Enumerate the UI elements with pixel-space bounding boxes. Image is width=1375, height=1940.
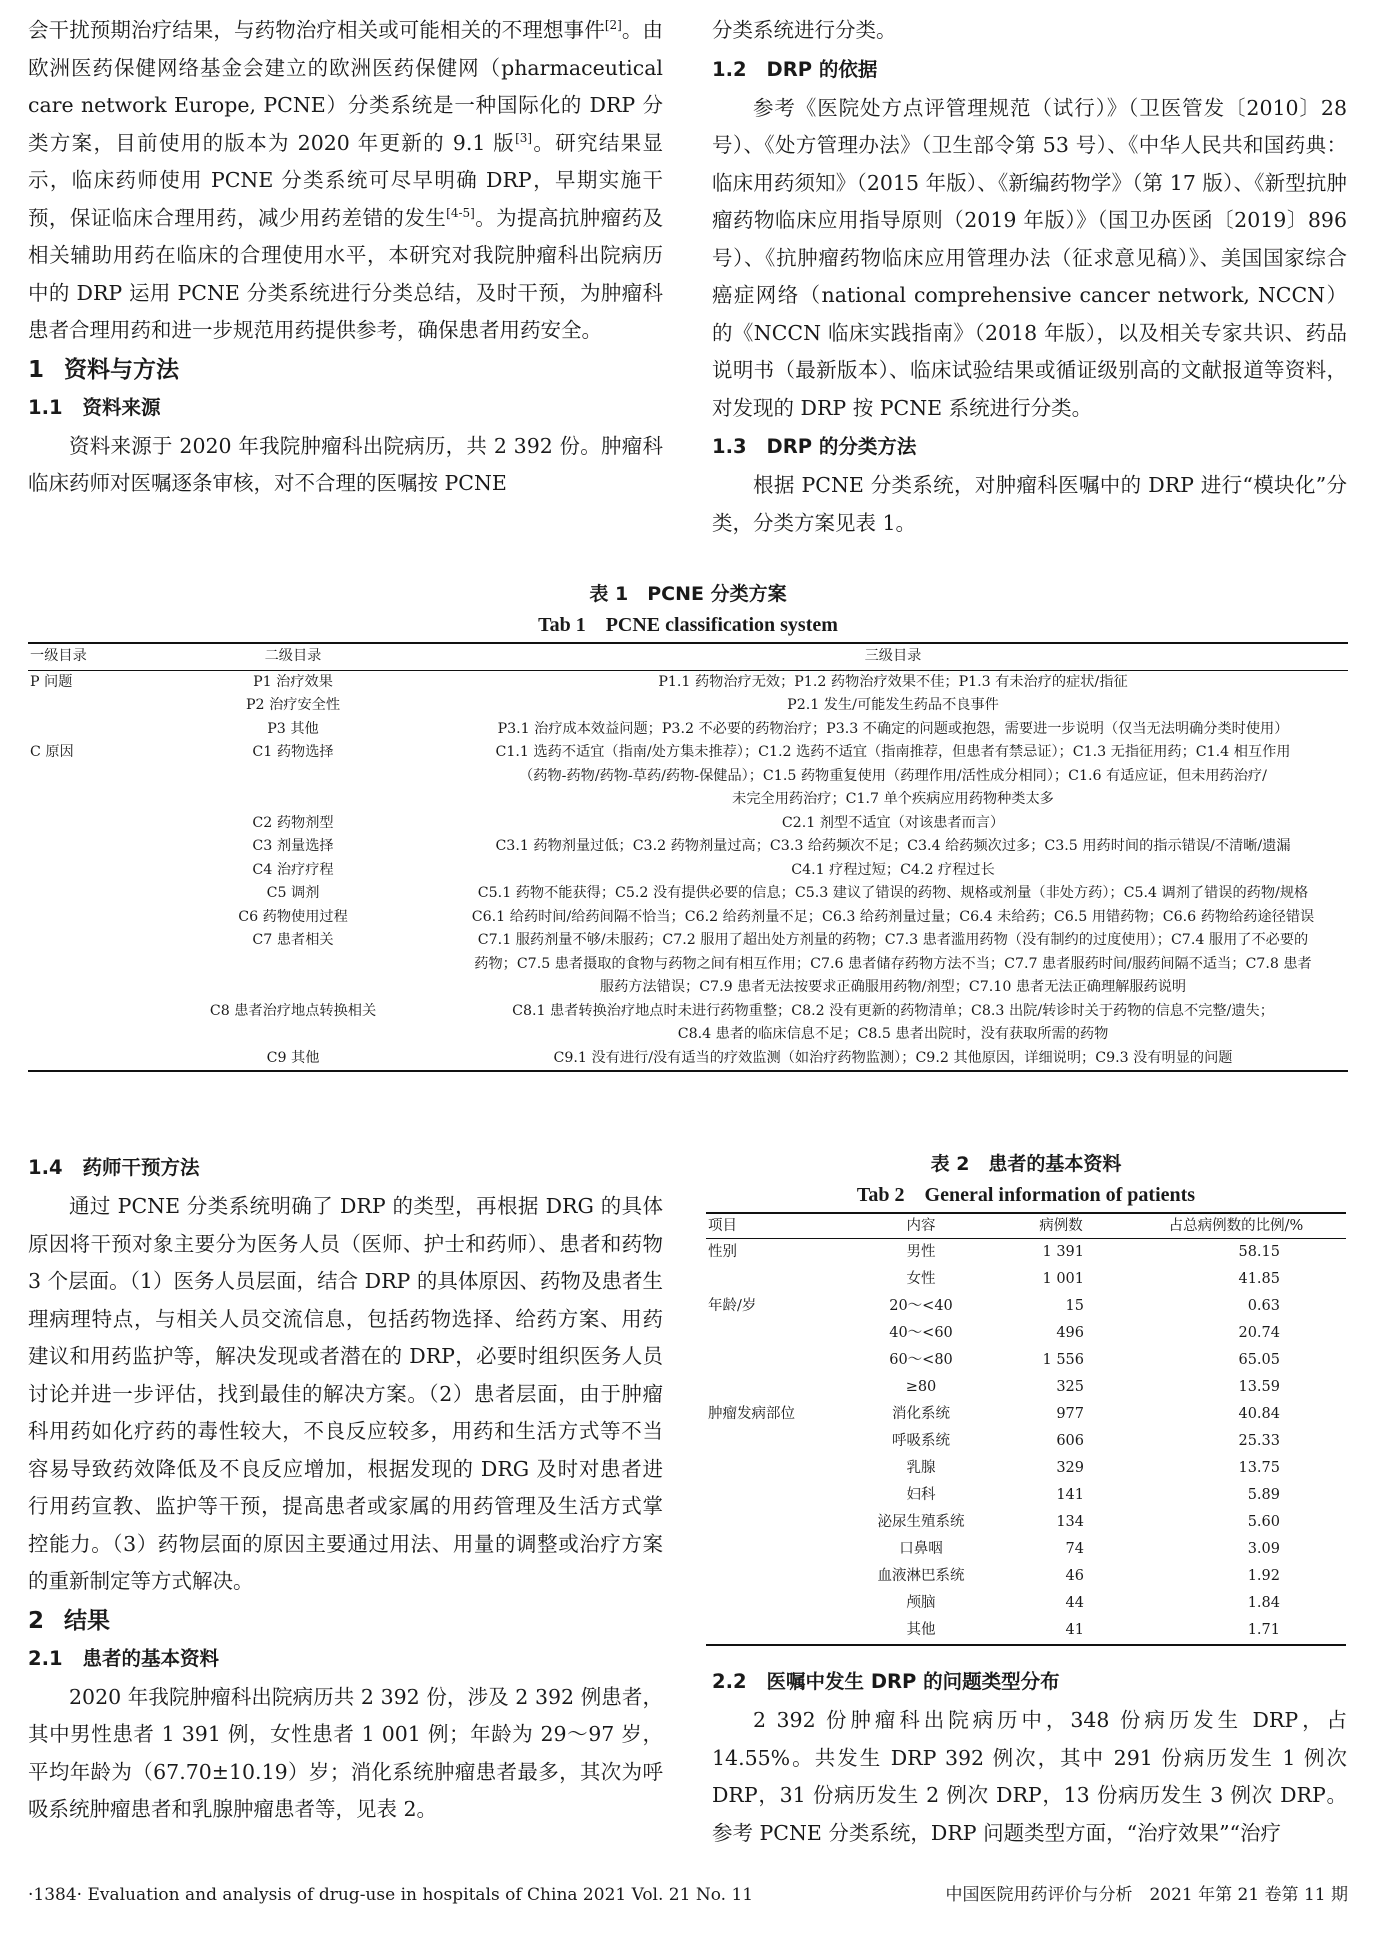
table-cell bbox=[28, 1023, 148, 1047]
table-cell bbox=[28, 1047, 148, 1072]
table-cell: 妇科 bbox=[906, 1487, 936, 1503]
table-cell: 5.60 bbox=[1247, 1514, 1280, 1530]
table-cell: 肿瘤发病部位 bbox=[708, 1406, 795, 1422]
table-row bbox=[28, 670, 1348, 694]
footer-left: ·1384· Evaluation and analysis of drug-use in hospitals of China 2021 Vol. 21 No. 11 bbox=[28, 1885, 754, 1905]
table-row bbox=[706, 1482, 1346, 1509]
table-cell: 141 bbox=[1056, 1487, 1084, 1503]
table-2-caption-en: Tab 2 General information of patients bbox=[856, 1184, 1196, 1206]
table-row bbox=[28, 906, 1348, 930]
section-heading-1-2 bbox=[712, 53, 1347, 87]
table-cell bbox=[28, 953, 148, 977]
table-row bbox=[28, 765, 1348, 789]
citation-ref: [4-5] bbox=[446, 205, 475, 220]
table-1-caption-cn: 表 1 PCNE 分类方案 bbox=[589, 583, 787, 605]
header-percentage: 占总病例数的比例/% bbox=[1126, 1213, 1346, 1239]
section-heading-1 bbox=[28, 352, 663, 388]
section-heading-2-2 bbox=[712, 1665, 1347, 1699]
table-cell bbox=[706, 1536, 846, 1563]
table-row bbox=[28, 1000, 1348, 1024]
table-cell: 13.59 bbox=[1238, 1379, 1280, 1395]
table-cell: 男性 bbox=[906, 1244, 936, 1260]
table-cell: C7 患者相关 bbox=[252, 932, 334, 948]
table-cell bbox=[148, 788, 438, 812]
table-row bbox=[28, 976, 1348, 1000]
heading-text: 结果 bbox=[64, 1607, 111, 1634]
table-cell: 20～<40 bbox=[889, 1298, 953, 1314]
heading-number: 1.2 bbox=[712, 57, 747, 81]
header-item: 项目 bbox=[706, 1213, 846, 1239]
table-cell: 41 bbox=[996, 1617, 1126, 1645]
heading-number: 1.4 bbox=[28, 1156, 63, 1179]
table-header-row bbox=[706, 1213, 1346, 1239]
table-cell: 44 bbox=[1065, 1595, 1084, 1611]
table-cell: 40.84 bbox=[1238, 1406, 1280, 1422]
table-row bbox=[706, 1617, 1346, 1645]
table-cell: 口鼻咽 bbox=[899, 1541, 943, 1557]
table-cell: 颅脑 bbox=[906, 1595, 936, 1611]
table-cell: C4.1 疗程过短；C4.2 疗程过长 bbox=[791, 861, 995, 878]
classification-method-paragraph: 根据 PCNE 分类系统，对肿瘤科医嘱中的 DRP 进行“模块化”分类，分类方案见表 1。 bbox=[712, 473, 1347, 535]
table-cell: 未完全用药治疗；C1.7 单个疾病应用药物种类太多 bbox=[732, 791, 1054, 807]
section-heading-1-4 bbox=[28, 1151, 663, 1185]
continued-paragraph: 分类系统进行分类。 bbox=[712, 18, 897, 42]
table-cell: P2 治疗安全性 bbox=[245, 697, 341, 713]
table-cell: C 原因 bbox=[30, 744, 74, 760]
table-cell: 5.89 bbox=[1247, 1487, 1280, 1503]
table-2-caption-cn: 表 2 患者的基本资料 bbox=[930, 1153, 1122, 1175]
table-cell: 1.92 bbox=[1247, 1568, 1280, 1584]
table-cell: ≥80 bbox=[905, 1379, 937, 1395]
table-cell: 60～<80 bbox=[889, 1352, 953, 1368]
table-cell: 25.33 bbox=[1238, 1433, 1280, 1449]
table-cell bbox=[706, 1320, 846, 1347]
table-cell bbox=[28, 976, 148, 1000]
table-cell bbox=[28, 788, 148, 812]
table-cell: 1 001 bbox=[1042, 1271, 1084, 1287]
table-cell bbox=[28, 812, 148, 836]
right-column-bottom bbox=[712, 1662, 1347, 1852]
table-cell: 46 bbox=[1065, 1568, 1084, 1584]
table-header-row bbox=[28, 643, 1348, 670]
table-2-body bbox=[706, 1239, 1346, 1646]
table-cell bbox=[28, 929, 148, 953]
table-cell: P3.1 治疗成本效益问题；P3.2 不必要的药物治疗；P3.3 不确定的问题或抱怨，需要进一步说明（仅当无法明确分类时使用） bbox=[497, 720, 1289, 737]
table-cell bbox=[706, 1455, 846, 1482]
table-cell: 女性 bbox=[906, 1271, 936, 1287]
table-row bbox=[706, 1374, 1346, 1401]
table-row bbox=[706, 1563, 1346, 1590]
table-cell: P3 其他 bbox=[267, 720, 319, 737]
table-cell: 40～<60 bbox=[889, 1325, 953, 1341]
table-cell: 0.63 bbox=[1247, 1298, 1280, 1314]
header-case-count: 病例数 bbox=[996, 1213, 1126, 1239]
table-cell bbox=[706, 1509, 846, 1536]
table-cell bbox=[28, 718, 148, 742]
table-cell: C6.1 给药时间/给药间隔不恰当；C6.2 给药剂量不足；C6.3 给药剂量过量；C6.4 未给药；C6.5 用错药物；C6.6 药物给药途径错误 bbox=[471, 908, 1315, 925]
intro-text-4: 。为提高抗肿瘤药及相关辅助用药在临床的合理使用水平，本研究对我院肿瘤科出院病历中的 DRP 运用 PCNE 分类系统进行分类总结，及时干预，为肿瘤科患者合理用药和进一步规范用药提供参考，确保患者用药安全。 bbox=[28, 205, 664, 342]
right-column-top bbox=[712, 12, 1347, 542]
table-row bbox=[706, 1401, 1346, 1428]
patient-info-table bbox=[706, 1212, 1346, 1646]
heading-number: 1 bbox=[28, 356, 45, 383]
table-1-body bbox=[28, 670, 1348, 1071]
table-row bbox=[706, 1509, 1346, 1536]
table-cell: 74 bbox=[1065, 1541, 1084, 1557]
table-cell bbox=[706, 1590, 846, 1617]
table-cell: C8.4 患者的临床信息不足；C8.5 患者出院时，没有获取所需的药物 bbox=[677, 1026, 1109, 1042]
table-row bbox=[28, 1023, 1348, 1047]
table-cell bbox=[706, 1482, 846, 1509]
table-row bbox=[28, 859, 1348, 883]
table-cell bbox=[148, 953, 438, 977]
table-cell: C8 患者治疗地点转换相关 bbox=[209, 1002, 377, 1019]
table-cell: P2.1 发生/可能发生药品不良事件 bbox=[787, 697, 999, 713]
table-row bbox=[28, 953, 1348, 977]
table-row bbox=[28, 882, 1348, 906]
table-row bbox=[706, 1428, 1346, 1455]
heading-text: 资料来源 bbox=[82, 395, 161, 419]
table-cell bbox=[706, 1428, 846, 1455]
table-cell bbox=[28, 859, 148, 883]
heading-text: DRP 的分类方法 bbox=[766, 435, 917, 458]
heading-number: 2.1 bbox=[28, 1646, 63, 1670]
intro-paragraph bbox=[28, 12, 663, 350]
table-cell: C3.1 药物剂量过低；C3.2 药物剂量过高；C3.3 给药频次不足；C3.4 给药频次过多；C3.5 用药时间的指示错误/不清晰/遗漏 bbox=[495, 838, 1291, 854]
table-row bbox=[706, 1455, 1346, 1482]
table-cell: 606 bbox=[1056, 1433, 1084, 1449]
drp-distribution-paragraph: 2 392 份肿瘤科出院病历中，348 份病历发生 DRP，占 14.55%。共发生 DRP 392 例次，其中 291 份病历发生 1 例次 DRP，31 份病历发生 2 例次 DRP，13 份病历发生 3 例次 DRP。参考 PCNE 分类系统，DRP 问题类型方面，“治疗效果”“治疗 bbox=[712, 1708, 1347, 1845]
table-row bbox=[706, 1347, 1346, 1374]
table-cell: C5 调剂 bbox=[266, 885, 320, 901]
table-cell: 1 556 bbox=[1042, 1352, 1084, 1368]
table-cell: 325 bbox=[1056, 1379, 1084, 1395]
table-cell: 15 bbox=[1065, 1298, 1084, 1314]
table-cell bbox=[28, 835, 148, 859]
table-cell: 药物；C7.5 患者摄取的食物与药物之间有相互作用；C7.6 患者储存药物方法不当；C7.7 患者服药时间/服药间隔不适当；C7.8 患者 bbox=[474, 955, 1312, 972]
table-cell: 496 bbox=[1056, 1325, 1084, 1341]
table-cell: 年龄/岁 bbox=[708, 1298, 757, 1314]
table-row bbox=[28, 929, 1348, 953]
table-cell: C2 药物剂型 bbox=[252, 814, 334, 831]
header-level-2: 二级目录 bbox=[148, 643, 438, 670]
table-cell: C1.1 选药不适宜（指南/处方集未推荐）；C1.2 选药不适宜（指南推荐，但患者有禁忌证）；C1.3 无指征用药；C1.4 相互作用 bbox=[495, 744, 1291, 760]
table-row bbox=[706, 1590, 1346, 1617]
table-row bbox=[706, 1320, 1346, 1347]
intro-text-3: 。研究结果显示，临床药师使用 PCNE 分类系统可尽早明确 DRP，早期实施干预，保证临床合理用药，减少用药差错的发生 bbox=[28, 130, 664, 230]
section-heading-1-1 bbox=[28, 391, 663, 425]
heading-number: 1.1 bbox=[28, 395, 63, 419]
basis-paragraph: 参考《医院处方点评管理规范（试行）》（卫医管发〔2010〕28 号）、《处方管理办法》（卫生部令第 53 号）、《中华人民共和国药典：临床用药须知》（2015 年版）、《新编药物学》（第 17 版）、《新型抗肿瘤药物临床应用指导原则（2019 年版）》（国卫办医函〔2019〕896 号）、《抗肿瘤药物临床应用管理办法（征求意见稿）》、美国国家综合癌症网络（national comprehensive cancer network, NCCN）的《NCCN 临床实践指南》（2018 年版），以及相关专家共识、药品说明书（最新版本）、临床试验结果或循证级别高的文献报道等资料，对发现的 DRP 按 PCNE 系统进行分类。 bbox=[712, 95, 1347, 420]
table-cell bbox=[148, 765, 438, 789]
table-cell: 1 391 bbox=[1042, 1244, 1084, 1260]
table-cell: 消化系统 bbox=[892, 1406, 950, 1422]
heading-text: 资料与方法 bbox=[64, 356, 180, 383]
table-cell: 134 bbox=[1056, 1514, 1084, 1530]
table-1 bbox=[28, 578, 1348, 1072]
table-row bbox=[706, 1239, 1346, 1267]
heading-number: 2.2 bbox=[712, 1670, 747, 1693]
table-cell: P 问题 bbox=[30, 673, 73, 690]
table-cell: 41.85 bbox=[1238, 1271, 1280, 1287]
heading-text: 医嘱中发生 DRP 的问题类型分布 bbox=[766, 1670, 1060, 1693]
heading-number: 2 bbox=[28, 1607, 45, 1634]
table-cell: 58.15 bbox=[1238, 1244, 1280, 1260]
table-row bbox=[28, 812, 1348, 836]
header-level-1: 一级目录 bbox=[28, 643, 148, 670]
table-row bbox=[28, 718, 1348, 742]
table-cell: 13.75 bbox=[1238, 1460, 1280, 1476]
table-cell: C3 剂量选择 bbox=[252, 838, 334, 854]
table-row bbox=[28, 694, 1348, 718]
intervention-paragraph: 通过 PCNE 分类系统明确了 DRP 的类型，再根据 DRG 的具体原因将干预对象主要分为医务人员（医师、护士和药师）、患者和药物 3 个层面。（1）医务人员层面，结合 DRP 的具体原因、药物及患者生理病理特点，与相关人员交流信息，包括药物选择、给药方案、用药建议和用药监护等，解决发现或者潜在的 DRP，必要时组织医务人员讨论并进一步评估，找到最佳的解决方案。（2）患者层面，由于肿瘤科用药如化疗药的毒性较大，不良反应较多，用药和生活方式等不当容易导致药效降低及不良反应增加，根据发现的 DRG 及时对患者进行用药宣教、监护等干预，提高患者或家属的用药管理及生活方式掌控能力。（3）药物层面的原因主要通过用法、用量的调整或治疗方案的重新制定等方式解决。 bbox=[28, 1194, 663, 1593]
data-source-paragraph: 资料来源于 2020 年我院肿瘤科出院病历，共 2 392 份。肿瘤科临床药师对医嘱逐条审核，对不合理的医嘱按 PCNE bbox=[28, 433, 663, 495]
table-cell: C4 治疗疗程 bbox=[252, 861, 334, 878]
table-cell: 20.74 bbox=[1238, 1325, 1280, 1341]
table-cell: 65.05 bbox=[1238, 1352, 1280, 1368]
header-level-3: 三级目录 bbox=[438, 643, 1348, 670]
heading-number: 1.3 bbox=[712, 435, 747, 458]
table-cell: 乳腺 bbox=[906, 1460, 936, 1476]
table-cell: 1.84 bbox=[1247, 1595, 1280, 1611]
table-cell: 329 bbox=[1056, 1460, 1084, 1476]
table-cell bbox=[28, 1000, 148, 1024]
table-1-caption-en: Tab 1 PCNE classification system bbox=[538, 614, 838, 636]
table-cell bbox=[28, 765, 148, 789]
section-heading-2 bbox=[28, 1603, 663, 1639]
table-cell: 1.71 bbox=[1126, 1617, 1346, 1645]
table-cell bbox=[706, 1563, 846, 1590]
patient-info-paragraph: 2020 年我院肿瘤科出院病历共 2 392 份，涉及 2 392 例患者，其中男性患者 1 391 例，女性患者 1 001 例；年龄为 29～97 岁，平均年龄为（67.70±10.19）岁；消化系统肿瘤患者最多，其次为呼吸系统肿瘤患者和乳腺肿瘤患者等，见表 2。 bbox=[28, 1684, 663, 1821]
table-cell: C5.1 药物不能获得；C5.2 没有提供必要的信息；C5.3 建议了错误的药物、规格或剂量（非处方药）；C5.4 调剂了错误的药物/规格 bbox=[477, 885, 1309, 901]
table-cell: 呼吸系统 bbox=[892, 1433, 950, 1449]
table-row bbox=[28, 1047, 1348, 1072]
table-cell: 性别 bbox=[708, 1244, 737, 1260]
left-column-bottom bbox=[28, 1148, 663, 1829]
table-cell: 977 bbox=[1056, 1406, 1084, 1422]
table-cell bbox=[148, 976, 438, 1000]
header-content: 内容 bbox=[846, 1213, 996, 1239]
citation-ref: [3] bbox=[515, 130, 533, 145]
table-cell: C9 其他 bbox=[148, 1047, 438, 1072]
table-cell bbox=[706, 1266, 846, 1293]
section-heading-2-1 bbox=[28, 1642, 663, 1676]
intro-text-1: 会干扰预期治疗结果，与药物治疗相关或可能相关的不理想事件 bbox=[28, 18, 605, 42]
table-cell: P1 治疗效果 bbox=[253, 673, 333, 690]
table-cell: C2.1 剂型不适宜（对该患者而言） bbox=[781, 814, 1005, 831]
table-row bbox=[706, 1536, 1346, 1563]
table-cell bbox=[28, 906, 148, 930]
left-column-top bbox=[28, 12, 663, 503]
section-heading-1-3 bbox=[712, 430, 1347, 464]
table-cell: 血液淋巴系统 bbox=[877, 1568, 965, 1584]
table-cell: 其他 bbox=[846, 1617, 996, 1645]
table-cell: （药物-药物/药物-草药/药物-保健品）；C1.5 药物重复使用（药理作用/活性成分相同）；C1.6 有适应证，但未用药治疗/ bbox=[519, 767, 1267, 784]
table-row bbox=[706, 1266, 1346, 1293]
heading-text: 患者的基本资料 bbox=[82, 1646, 220, 1670]
table-cell: C6 药物使用过程 bbox=[238, 908, 348, 925]
table-2 bbox=[706, 1148, 1346, 1646]
heading-text: 药师干预方法 bbox=[82, 1156, 200, 1179]
intro-text-2: 。由欧洲医药保健网络基金会建立的欧洲医药保健网（pharmaceutical care network Europe, PCNE）分类系统是一种国际化的 DRP 分类方案，目前使用的版本为 2020 年更新的 9.1 版 bbox=[28, 18, 664, 155]
heading-text: DRP 的依据 bbox=[766, 57, 878, 81]
table-cell bbox=[148, 1023, 438, 1047]
pcne-classification-table bbox=[28, 642, 1348, 1072]
table-cell bbox=[706, 1374, 846, 1401]
table-cell: C1 药物选择 bbox=[252, 744, 334, 760]
table-cell: 3.09 bbox=[1247, 1541, 1280, 1557]
table-cell bbox=[706, 1617, 846, 1645]
table-cell: C9.1 没有进行/没有适当的疗效监测（如治疗药物监测）；C9.2 其他原因，详细说明；C9.3 没有明显的问题 bbox=[438, 1047, 1348, 1072]
table-cell bbox=[28, 882, 148, 906]
table-row bbox=[28, 741, 1348, 765]
table-row bbox=[706, 1293, 1346, 1320]
table-cell bbox=[706, 1347, 846, 1374]
footer-right: 中国医院用药评价与分析 2021 年第 21 卷第 11 期 bbox=[945, 1885, 1348, 1905]
table-row bbox=[28, 788, 1348, 812]
table-cell: 服药方法错误；C7.9 患者无法按要求正确服用药物/剂型；C7.10 患者无法正确理解服药说明 bbox=[599, 979, 1187, 995]
table-cell: C8.1 患者转换治疗地点时未进行药物重整；C8.2 没有更新的药物清单；C8.3 出院/转诊时关于药物的信息不完整/遗失； bbox=[512, 1002, 1274, 1019]
table-row bbox=[28, 835, 1348, 859]
citation-ref: [2] bbox=[604, 18, 622, 33]
table-cell bbox=[28, 694, 148, 718]
table-cell: P1.1 药物治疗无效；P1.2 药物治疗效果不佳；P1.3 有未治疗的症状/指征 bbox=[658, 673, 1128, 690]
table-cell: C7.1 服药剂量不够/未服药；C7.2 服用了超出处方剂量的药物；C7.3 患者滥用药物（没有制约的过度使用）；C7.4 服用了不必要的 bbox=[477, 932, 1309, 948]
table-cell: 泌尿生殖系统 bbox=[877, 1514, 965, 1530]
